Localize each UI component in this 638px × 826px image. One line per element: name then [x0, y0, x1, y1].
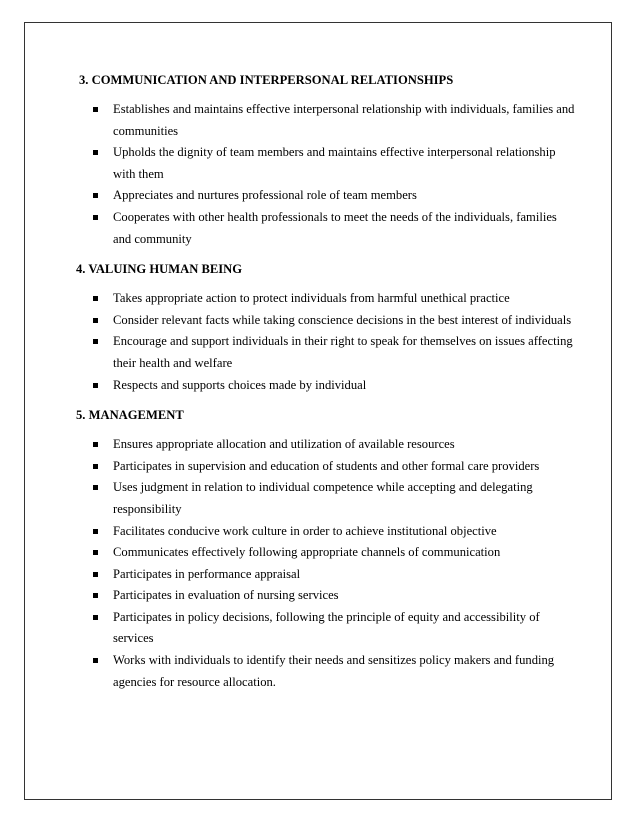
square-bullet-icon: [93, 464, 98, 469]
list-item: [76, 607, 576, 650]
list-item: [76, 142, 576, 185]
square-bullet-icon: [93, 550, 98, 555]
bullet-list: [76, 434, 576, 693]
list-item: [76, 477, 576, 520]
bullet-list: [76, 99, 576, 250]
square-bullet-icon: [93, 572, 98, 577]
list-item-text: Communicates effectively following appropriate channels of communication: [113, 545, 501, 560]
list-item-text: Works with individuals to identify their needs and sensitizes policy makers and funding agencies for resource allocation.: [113, 653, 555, 689]
bullet-list: [76, 288, 576, 396]
list-item-text: Ensures appropriate allocation and utilization of available resources: [113, 437, 455, 452]
list-item-text: Consider relevant facts while taking conscience decisions in the best interest of individuals: [113, 312, 572, 327]
list-item: [76, 375, 576, 397]
list-item: [76, 310, 576, 332]
list-item: [76, 331, 576, 374]
square-bullet-icon: [93, 215, 98, 220]
square-bullet-icon: [93, 107, 98, 112]
list-item-text: Takes appropriate action to protect individuals from harmful unethical practice: [113, 291, 510, 306]
list-item-text: Participates in evaluation of nursing services: [113, 588, 339, 603]
square-bullet-icon: [93, 615, 98, 620]
section-valuing-human-being: [76, 261, 576, 396]
list-item: [76, 207, 576, 250]
square-bullet-icon: [93, 193, 98, 198]
list-item-text: Cooperates with other health professionals to meet the needs of the individuals, families and community: [113, 209, 557, 246]
list-item-text: Establishes and maintains effective interpersonal relationship with individuals, families and communities: [113, 102, 575, 138]
square-bullet-icon: [93, 339, 98, 344]
list-item: [76, 521, 576, 543]
list-item-text: Participates in performance appraisal: [113, 566, 301, 581]
section-heading: 4. VALUING HUMAN BEING: [76, 262, 243, 277]
list-item-text: Encourage and support individuals in their right to speak for themselves on issues affecting their health and welfare: [113, 334, 573, 370]
square-bullet-icon: [93, 318, 98, 323]
list-item-text: Respects and supports choices made by individual: [113, 377, 367, 392]
list-item: [76, 185, 576, 207]
list-item: [76, 650, 576, 693]
list-item-text: Upholds the dignity of team members and maintains effective interpersonal relationship with them: [113, 145, 556, 181]
square-bullet-icon: [93, 383, 98, 388]
document-body: [76, 72, 576, 704]
list-item-text: Appreciates and nurtures professional role of team members: [113, 188, 417, 203]
square-bullet-icon: [93, 296, 98, 301]
list-item: [76, 542, 576, 564]
list-item-text: Facilitates conducive work culture in order to achieve institutional objective: [113, 523, 497, 538]
section-communication: [76, 72, 576, 250]
square-bullet-icon: [93, 442, 98, 447]
square-bullet-icon: [93, 485, 98, 490]
section-management: [76, 407, 576, 693]
list-item-text: Participates in supervision and education of students and other formal care providers: [113, 458, 540, 473]
list-item: [76, 456, 576, 478]
square-bullet-icon: [93, 658, 98, 663]
list-item: [76, 585, 576, 607]
square-bullet-icon: [93, 529, 98, 534]
section-heading: 3. COMMUNICATION AND INTERPERSONAL RELATIONSHIPS: [79, 73, 454, 87]
list-item-text: Participates in policy decisions, following the principle of equity and accessibility of services: [113, 609, 540, 646]
square-bullet-icon: [93, 150, 98, 155]
list-item-text: Uses judgment in relation to individual competence while accepting and delegating responsibility: [113, 480, 533, 516]
list-item: [76, 434, 576, 456]
list-item: [76, 288, 576, 310]
list-item: [76, 564, 576, 586]
square-bullet-icon: [93, 593, 98, 598]
section-heading: 5. MANAGEMENT: [76, 408, 184, 423]
list-item: [76, 99, 576, 142]
